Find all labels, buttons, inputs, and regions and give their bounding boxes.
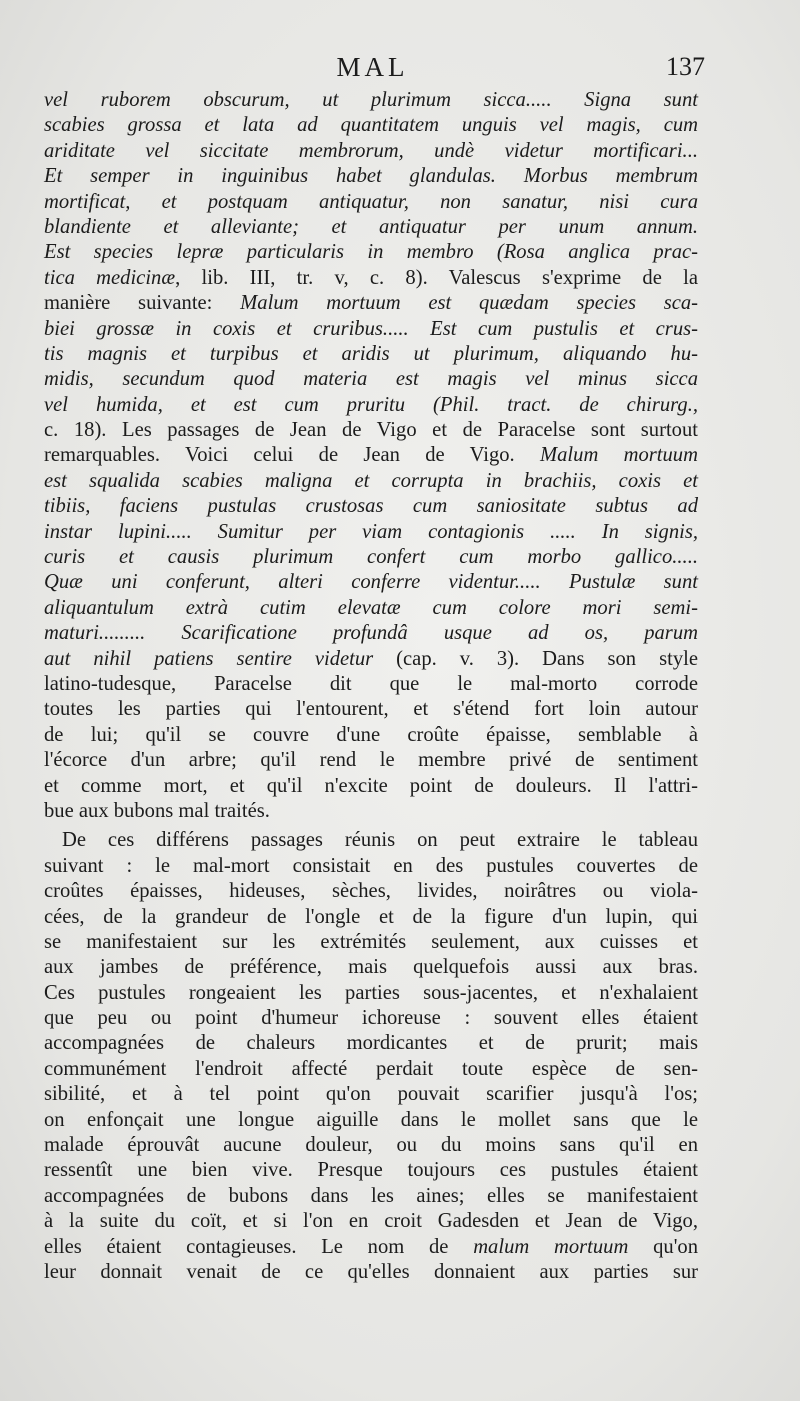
roman-text: bue aux bubons mal traités. xyxy=(44,799,270,822)
text-line xyxy=(44,774,698,799)
text-line xyxy=(44,88,698,113)
paragraph xyxy=(44,88,698,824)
text-line xyxy=(44,828,698,853)
page-number: 137 xyxy=(666,52,705,81)
italic-text: biei grossæ in coxis et cruribus..... Est cum pustulis et crus- xyxy=(44,317,698,340)
italic-text: blandiente et alleviante; et antiquatur per unum annum. xyxy=(44,215,698,238)
roman-text: toutes les parties qui l'entourent, et s'étend fort loin autour xyxy=(44,698,698,721)
roman-text: accompagnées de chaleurs mordicantes et de prurit; mais xyxy=(44,1032,698,1055)
italic-text: scabies grossa et lata ad quantitatem unguis vel magis, cum xyxy=(44,114,698,137)
italic-text: tis magnis et turpibus et aridis ut plurimum, aliquando hu- xyxy=(44,342,698,365)
roman-text: accompagnées de bubons dans les aines; elles se manifestaient xyxy=(44,1184,698,1207)
text-line xyxy=(44,854,698,879)
roman-text: aux jambes de préférence, mais quelquefois aussi aux bras. xyxy=(44,956,698,979)
italic-text: curis et causis plurimum confert cum morbo gallico..... xyxy=(44,546,698,569)
italic-text: instar lupini..... Sumitur per viam contagionis ..... In signis, xyxy=(44,520,698,543)
roman-text: manière suivante: xyxy=(44,292,241,315)
text-line xyxy=(44,1260,698,1285)
text-line xyxy=(44,393,698,418)
text-line xyxy=(44,697,698,722)
roman-text: malade éprouvât aucune douleur, ou du moins sans qu'il en xyxy=(44,1134,698,1157)
paragraph xyxy=(44,828,698,1285)
text-line xyxy=(44,342,698,367)
italic-text: ariditate vel siccitate membrorum, undè videtur mortificari... xyxy=(44,139,698,162)
text-line xyxy=(44,621,698,646)
text-line xyxy=(44,494,698,519)
italic-text: Est species lepræ particularis in membro (Rosa anglica prac- xyxy=(44,241,698,264)
text-line xyxy=(44,1031,698,1056)
text-line xyxy=(44,113,698,138)
roman-text: Ces pustules rongeaient les parties sous-jacentes, et n'exhalaient xyxy=(44,981,698,1004)
italic-text: aut nihil patiens sentire videtur xyxy=(44,647,374,670)
text-line xyxy=(44,955,698,980)
text-line xyxy=(44,1209,698,1234)
roman-text: De ces différens passages réunis on peut extraire le tableau xyxy=(62,829,698,852)
text-line xyxy=(44,930,698,955)
italic-text: Quæ uni conferunt, alteri conferre videntur..... Pustulæ sunt xyxy=(44,571,698,594)
roman-text: (cap. v. 3). Dans son style xyxy=(373,647,698,670)
text-line xyxy=(44,1235,698,1260)
italic-text: est squalida scabies maligna et corrupta in brachiis, coxis et xyxy=(44,469,698,492)
italic-text: vel humida, et est cum pruritu (Phil. tract. de chirurg., xyxy=(44,393,698,416)
text-line xyxy=(44,596,698,621)
body-text xyxy=(44,88,698,1285)
text-line xyxy=(44,139,698,164)
roman-text: , lib. III, tr. v, c. 8). Valescus s'exprime de la xyxy=(175,266,698,289)
roman-text: et comme mort, et qu'il n'excite point de douleurs. Il l'attri- xyxy=(44,774,698,797)
roman-text: sibilité, et à tel point qu'on pouvait scarifier jusqu'à l'os; xyxy=(44,1083,698,1106)
running-head: MAL xyxy=(336,52,409,82)
text-line xyxy=(44,291,698,316)
text-line xyxy=(44,905,698,930)
text-line xyxy=(44,1133,698,1158)
roman-text: que peu ou point d'humeur ichoreuse : souvent elles étaient xyxy=(44,1007,698,1030)
roman-text: c. 18). Les passages de Jean de Vigo et de Paracelse sont surtout xyxy=(44,419,698,442)
italic-text: Et semper in inguinibus habet glandulas. Morbus membrum xyxy=(44,165,698,188)
page-header xyxy=(40,52,705,88)
text-line xyxy=(44,520,698,545)
text-line xyxy=(44,418,698,443)
text-line xyxy=(44,981,698,1006)
roman-text: on enfonçait une longue aiguille dans le mollet sans que le xyxy=(44,1108,698,1131)
roman-text: latino-tudesque, Paracelse dit que le mal-morto corrode xyxy=(44,672,698,695)
italic-text: Malum mortuum est quædam species sca- xyxy=(240,292,699,315)
roman-text: de lui; qu'il se couvre d'une croûte épaisse, semblable à xyxy=(44,723,698,746)
text-line xyxy=(44,1057,698,1082)
roman-text: ressentît une bien vive. Presque toujours ces pustules étaient xyxy=(44,1159,698,1182)
italic-text: malum mortuum xyxy=(473,1235,629,1258)
roman-text: leur donnait venait de ce qu'elles donnaient aux parties sur xyxy=(44,1260,698,1283)
roman-text: à la suite du coït, et si l'on en croit Gadesden et Jean de Vigo, xyxy=(44,1210,698,1233)
roman-text: communément l'endroit affecté perdait toute espèce de sen- xyxy=(44,1057,698,1080)
roman-text: l'écorce d'un arbre; qu'il rend le membre privé de sentiment xyxy=(44,749,698,772)
text-line xyxy=(44,443,698,468)
text-line xyxy=(44,215,698,240)
roman-text: se manifestaient sur les extrémités seulement, aux cuisses et xyxy=(44,930,698,953)
text-line xyxy=(44,748,698,773)
text-line xyxy=(44,1006,698,1031)
text-line xyxy=(44,1184,698,1209)
text-line xyxy=(44,266,698,291)
text-line xyxy=(44,317,698,342)
roman-text: suivant : le mal-mort consistait en des pustules couvertes de xyxy=(44,854,698,877)
italic-text: vel ruborem obscurum, ut plurimum sicca..... Signa sunt xyxy=(44,89,698,111)
roman-text: croûtes épaisses, hideuses, sèches, livides, noirâtres ou viola- xyxy=(44,880,698,903)
text-line xyxy=(44,1158,698,1183)
text-line xyxy=(44,240,698,265)
italic-text: aliquantulum extrà cutim elevatæ cum colore mori semi- xyxy=(44,596,698,619)
text-line xyxy=(44,190,698,215)
italic-text: midis, secundum quod materia est magis vel minus sicca xyxy=(44,368,698,391)
roman-text: cées, de la grandeur de l'ongle et de la figure d'un lupin, qui xyxy=(44,905,698,928)
roman-text: elles étaient contagieuses. Le nom de xyxy=(44,1235,474,1258)
italic-text: tibiis, faciens pustulas crustosas cum saniositate subtus ad xyxy=(44,495,698,518)
text-line xyxy=(44,723,698,748)
italic-text: mortificat, et postquam antiquatur, non sanatur, nisi cura xyxy=(44,190,698,213)
text-line xyxy=(44,879,698,904)
text-line xyxy=(44,1108,698,1133)
text-line xyxy=(44,469,698,494)
text-line xyxy=(44,1082,698,1107)
italic-text: maturi......... Scarificatione profundâ usque ad os, parum xyxy=(44,622,698,645)
roman-text: qu'on xyxy=(628,1235,698,1258)
text-line xyxy=(44,367,698,392)
italic-text: Malum mortuum xyxy=(539,444,698,467)
text-line xyxy=(44,672,698,697)
text-line xyxy=(44,164,698,189)
roman-text: remarquables. Voici celui de Jean de Vigo. xyxy=(44,444,540,467)
text-line xyxy=(44,799,698,824)
italic-text: tica medicinæ xyxy=(44,266,176,289)
text-line xyxy=(44,545,698,570)
text-line xyxy=(44,570,698,595)
text-line xyxy=(44,647,698,672)
